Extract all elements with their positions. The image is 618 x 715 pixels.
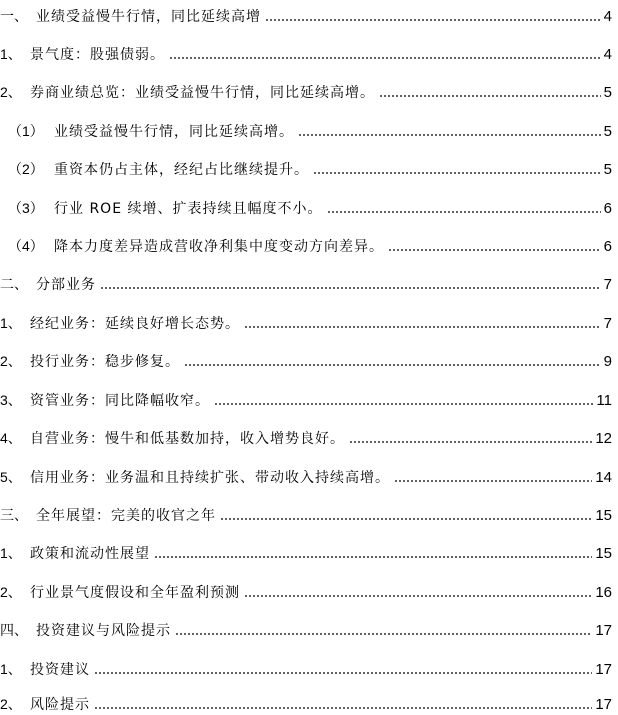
toc-entry-number: 一、 (0, 8, 28, 24)
toc-dot-leader (94, 706, 592, 710)
toc-entry-text (0, 660, 92, 679)
toc-entry[interactable] (0, 580, 612, 602)
toc-dot-leader (379, 94, 601, 98)
toc-entry[interactable] (0, 692, 612, 714)
toc-dot-leader (220, 517, 592, 521)
toc-dot-leader (244, 325, 601, 329)
toc-entry-text (0, 275, 98, 294)
toc-entry-number: （4） (8, 238, 44, 254)
toc-entry-number: 4、 (0, 430, 22, 446)
toc-entry[interactable] (0, 119, 612, 141)
toc-entry-text (0, 506, 218, 525)
toc-entry[interactable] (0, 157, 612, 179)
toc-entry[interactable] (0, 657, 612, 679)
toc-entry-text (8, 160, 311, 179)
toc-entry-text (8, 199, 325, 218)
toc-dot-leader (388, 248, 601, 252)
toc-entry-text (8, 122, 296, 141)
toc-entry-number: 2、 (0, 353, 22, 369)
toc-entry-title: 自营业务：慢牛和低基数加持，收入增势良好。 (30, 431, 345, 447)
toc-entry-title: 全年展望：完美的收官之年 (36, 508, 216, 524)
toc-entry-title: 景气度：股强债弱。 (30, 47, 165, 63)
toc-entry-text (0, 7, 263, 26)
toc-entry-page: 7 (603, 276, 612, 293)
toc-entry-page: 5 (603, 84, 612, 101)
toc-entry[interactable] (0, 311, 612, 333)
toc-dot-leader (349, 440, 592, 444)
toc-entry-page: 12 (595, 430, 612, 447)
toc-dot-leader (298, 133, 601, 137)
toc-entry[interactable] (0, 234, 612, 256)
toc-dot-leader (265, 18, 601, 22)
toc-entry-text (0, 314, 242, 333)
toc-entry-page: 17 (595, 661, 612, 678)
toc-entry-title: 信用业务：业务温和且持续扩张、带动收入持续高增。 (30, 470, 390, 486)
toc-entry-title: 风险提示 (30, 697, 90, 713)
toc-entry-page: 5 (603, 161, 612, 178)
toc-entry-title: 行业 ROE 续增、扩表持续且幅度不小。 (54, 201, 323, 217)
toc-entry-title: 分部业务 (36, 277, 96, 293)
toc-entry[interactable] (0, 80, 612, 102)
toc-entry-number: 2、 (0, 584, 22, 600)
toc-dot-leader (214, 402, 593, 406)
toc-entry-title: 重资本仍占主体，经纪占比继续提升。 (54, 162, 309, 178)
toc-entry-number: 三、 (0, 507, 28, 523)
toc-entry[interactable] (0, 465, 612, 487)
toc-entry-number: （2） (8, 161, 44, 177)
toc-entry-number: 2、 (0, 84, 22, 100)
toc-entry[interactable] (0, 618, 612, 640)
toc-entry-text (8, 237, 386, 256)
toc-dot-leader (327, 210, 601, 214)
toc-entry-title: 业绩受益慢牛行情，同比延续高增 (36, 9, 261, 25)
toc-entry-page: 16 (595, 584, 612, 601)
toc-entry-page: 6 (603, 200, 612, 217)
toc-entry-title: 经纪业务：延续良好增长态势。 (30, 316, 240, 332)
toc-entry[interactable] (0, 42, 612, 64)
toc-entry-page: 17 (595, 622, 612, 639)
toc-entry-page: 7 (603, 315, 612, 332)
toc-entry-number: （1） (8, 123, 44, 139)
toc-entry-page: 9 (603, 353, 612, 370)
toc-entry-number: 二、 (0, 276, 28, 292)
toc-entry-number: 5、 (0, 469, 22, 485)
toc-entry-title: 降本力度差异造成营收净利集中度变动方向差异。 (54, 239, 384, 255)
toc-entry[interactable] (0, 388, 612, 410)
toc-entry[interactable] (0, 503, 612, 525)
toc-entry-page: 4 (603, 46, 612, 63)
toc-dot-leader (175, 632, 592, 636)
toc-dot-leader (100, 286, 601, 290)
toc-entry-number: 四、 (0, 622, 28, 638)
toc-entry[interactable] (0, 426, 612, 448)
toc-entry-number: 3、 (0, 392, 22, 408)
toc-entry[interactable] (0, 196, 612, 218)
toc-entry-text (0, 45, 167, 64)
toc-dot-leader (244, 594, 592, 598)
toc-dot-leader (394, 479, 592, 483)
toc-entry-number: 1、 (0, 46, 22, 62)
toc-entry-page: 15 (595, 545, 612, 562)
toc-entry[interactable] (0, 349, 612, 371)
toc-entry-number: 1、 (0, 315, 22, 331)
toc-entry-title: 投资建议与风险提示 (36, 623, 171, 639)
toc-entry-text (0, 83, 377, 102)
toc-dot-leader (169, 56, 601, 60)
toc-entry-number: 1、 (0, 545, 22, 561)
toc-entry-text (0, 391, 212, 410)
toc-entry[interactable] (0, 272, 612, 294)
toc-dot-leader (184, 363, 601, 367)
toc-entry-text (0, 468, 392, 487)
toc-entry-text (0, 583, 242, 602)
toc-entry-title: 业绩受益慢牛行情，同比延续高增。 (54, 124, 294, 140)
toc-entry[interactable] (0, 541, 612, 563)
toc-entry-page: 17 (595, 696, 612, 713)
toc-dot-leader (94, 671, 592, 675)
toc-dot-leader (154, 555, 592, 559)
toc-entry-page: 6 (603, 238, 612, 255)
toc-entry-text (0, 695, 92, 714)
toc-entry-number: （3） (8, 200, 44, 216)
toc-entry-title: 券商业绩总览：业绩受益慢牛行情，同比延续高增。 (30, 85, 375, 101)
toc-entry-page: 4 (603, 8, 612, 25)
toc-entry-text (0, 544, 152, 563)
toc-entry-title: 投资建议 (30, 662, 90, 678)
toc-entry[interactable] (0, 4, 612, 26)
toc-entry-number: 2、 (0, 696, 22, 712)
toc-entry-title: 行业景气度假设和全年盈利预测 (30, 585, 240, 601)
toc-entry-page: 14 (595, 469, 612, 486)
toc-entry-text (0, 621, 173, 640)
toc-entry-number: 1、 (0, 661, 22, 677)
toc-entry-title: 政策和流动性展望 (30, 546, 150, 562)
toc-entry-title: 投行业务：稳步修复。 (30, 354, 180, 370)
toc-entry-page: 5 (603, 123, 612, 140)
toc-entry-page: 11 (596, 392, 612, 409)
toc-entry-text (0, 352, 182, 371)
toc-entry-text (0, 429, 347, 448)
toc-entry-page: 15 (595, 507, 612, 524)
toc-dot-leader (313, 171, 601, 175)
toc-entry-title: 资管业务：同比降幅收窄。 (30, 393, 210, 409)
